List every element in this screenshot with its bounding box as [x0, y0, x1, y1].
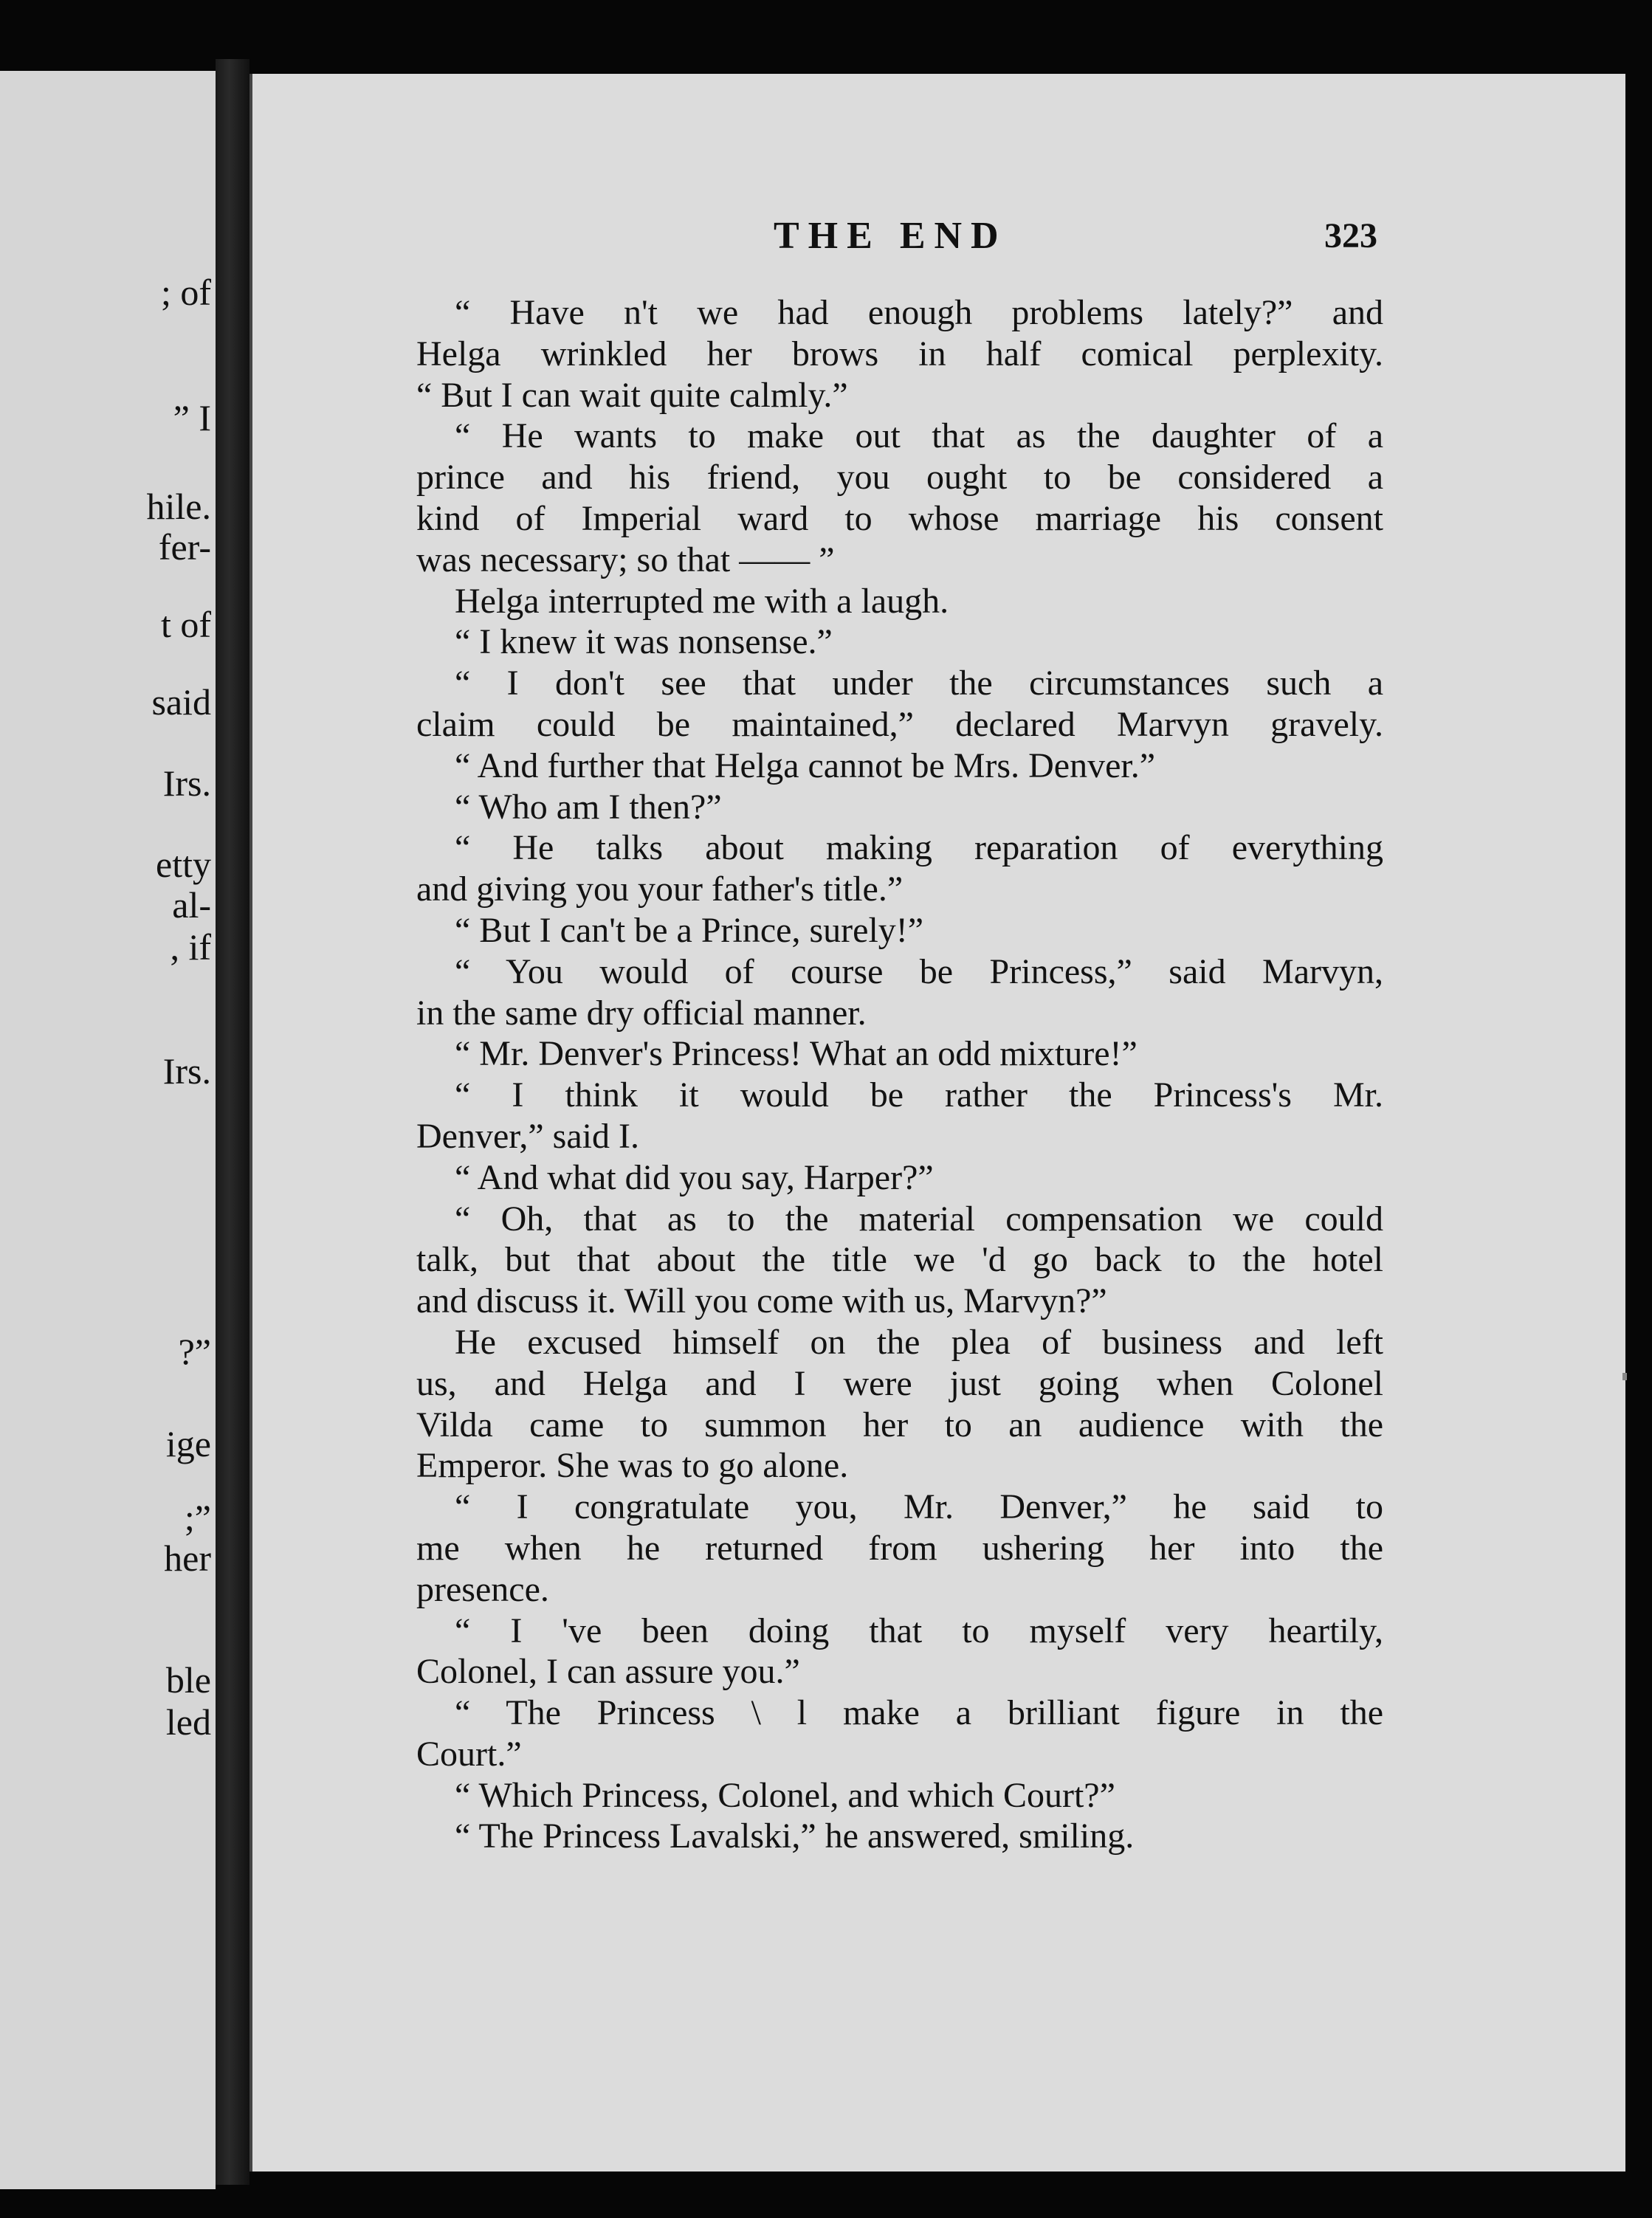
text-line: “ The Princess Lavalski,” he answered, smiling.: [455, 1816, 1135, 1856]
book-gutter: [216, 59, 249, 2185]
text-line: “ Which Princess, Colonel, and which Court?”: [455, 1775, 1115, 1815]
body-text: [416, 292, 1383, 1857]
left-page-line: ?”: [178, 1331, 211, 1372]
left-page-line: ble: [165, 1659, 211, 1701]
text-line: claim could be maintained,” declared Marvyn gravely.: [416, 704, 1383, 744]
left-page-line: ” I: [173, 397, 211, 438]
text-line: talk, but that about the title we 'd go back to the hotel: [416, 1240, 1383, 1280]
text-line: in the same dry official manner.: [416, 993, 867, 1033]
text-line: Court.”: [416, 1734, 522, 1774]
left-page-line: ; of: [160, 272, 211, 313]
left-page-line: ige: [165, 1423, 211, 1464]
left-page-line: hile.: [146, 486, 211, 527]
text-line: presence.: [416, 1569, 549, 1609]
text-line: “ He wants to make out that as the daughter of a: [455, 416, 1383, 456]
text-line: “ The Princess \ l make a brilliant figure in the: [455, 1693, 1383, 1733]
text-line: “ Oh, that as to the material compensation we could: [455, 1199, 1383, 1239]
book-page: [249, 74, 1625, 2171]
left-page-line: Irs.: [162, 1050, 211, 1092]
text-line: “ But I can wait quite calmly.”: [416, 375, 848, 415]
text-line: Colonel, I can assure you.”: [416, 1652, 800, 1692]
text-line: “ I congratulate you, Mr. Denver,” he said to: [455, 1487, 1383, 1527]
text-line: and discuss it. Will you come with us, Marvyn?”: [416, 1281, 1107, 1321]
text-line: “ He talks about making reparation of everything: [455, 828, 1383, 868]
running-head: [252, 214, 1625, 266]
left-page-line: t of: [160, 604, 211, 645]
left-page-line: her: [164, 1537, 211, 1579]
text-line: “ I think it would be rather the Princess's Mr.: [455, 1075, 1383, 1115]
text-line: “ I 've been doing that to myself very heartily,: [455, 1611, 1383, 1650]
chapter-title: THE END: [774, 215, 1008, 257]
left-page-line: etty: [156, 844, 211, 885]
left-page-line: led: [165, 1701, 211, 1743]
text-line: Denver,” said I.: [416, 1116, 639, 1156]
previous-page-fragment: [0, 71, 216, 2189]
text-line: us, and Helga and I were just going when Colonel: [416, 1363, 1383, 1403]
left-page-line: Irs.: [162, 762, 211, 804]
text-line: “ And further that Helga cannot be Mrs. Denver.”: [455, 745, 1156, 785]
left-page-line: ;”: [184, 1497, 211, 1538]
text-line: was necessary; so that —— ”: [416, 540, 835, 579]
text-line: “ Have n't we had enough problems lately?” and: [455, 293, 1383, 332]
left-page-line: said: [151, 681, 211, 723]
text-line: “ Who am I then?”: [455, 787, 722, 827]
text-line: me when he returned from ushering her into the: [416, 1528, 1383, 1568]
text-line: Helga wrinkled her brows in half comical perplexity.: [416, 334, 1383, 373]
text-line: “ And what did you say, Harper?”: [455, 1157, 934, 1197]
text-line: prince and his friend, you ought to be considered a: [416, 458, 1383, 497]
text-line: Vilda came to summon her to an audience with the: [416, 1405, 1383, 1444]
scan-speck: [1622, 1373, 1627, 1380]
left-page-line: , if: [170, 926, 211, 968]
text-line: “ But I can't be a Prince, surely!”: [455, 910, 924, 950]
text-line: “ You would of course be Princess,” said Marvyn,: [455, 951, 1383, 991]
text-line: He excused himself on the plea of business and left: [455, 1322, 1383, 1362]
text-line: “ Mr. Denver's Princess! What an odd mixture!”: [455, 1034, 1138, 1074]
text-line: and giving you your father's title.”: [416, 869, 904, 909]
text-line: “ I don't see that under the circumstances such a: [455, 664, 1383, 703]
text-line: Emperor. She was to go alone.: [416, 1446, 849, 1486]
page-number: 323: [1324, 216, 1377, 255]
text-line: kind of Imperial ward to whose marriage his consent: [416, 498, 1383, 538]
text-line: Helga interrupted me with a laugh.: [455, 581, 949, 621]
text-line: “ I knew it was nonsense.”: [455, 622, 833, 662]
left-page-line: fer-: [158, 526, 211, 568]
left-page-line: al-: [172, 884, 211, 926]
